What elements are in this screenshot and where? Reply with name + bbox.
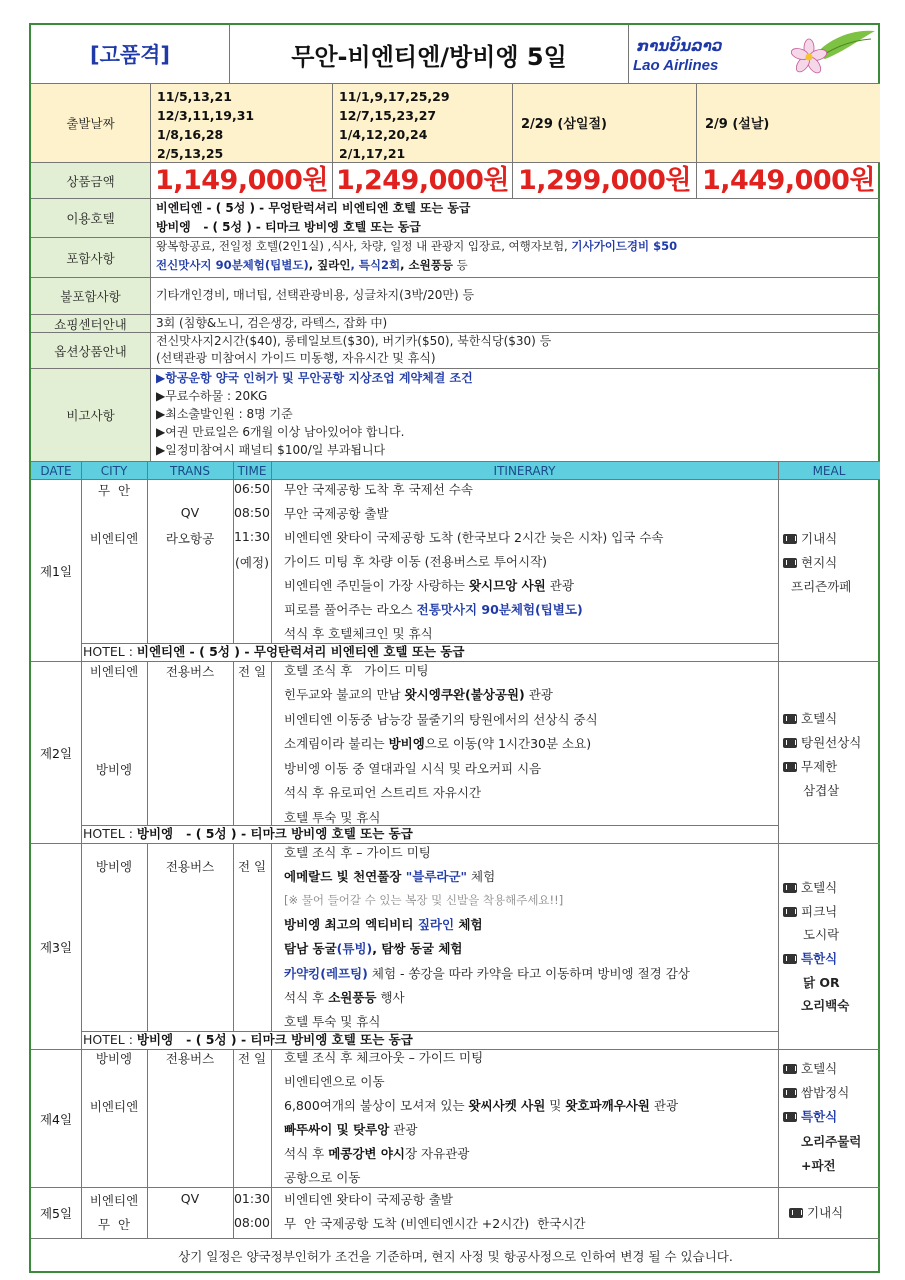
hotel-text: 방비엥 - ( 5성 ) - 티마크 방비엥 호텔 또는 동급 [136,1032,413,1047]
day2-trans: 전용버스 [165,664,215,679]
meal-text: 현지식 [801,555,838,570]
included-line1: 왕복항공료, 전일정 호텔(2인1실) ,식사, 차량, 일정 내 관광지 입장료, 여행자보험, [156,239,572,253]
hotel-text: 방비엥 - ( 5성 ) - 티마크 방비엥 호텔 또는 동급 [136,826,413,841]
day3-meal-1 [783,878,837,896]
text: 석식 후 [284,1146,329,1161]
included-label [31,238,150,277]
footer-notice [31,1239,880,1273]
hotel-prefix: HOTEL : [83,644,137,659]
shopping-text: 3회 (침향&노니, 검은생강, 라텍스, 잡화 中) [156,316,388,330]
day3-item-5 [284,940,463,957]
meal-icon [783,1112,797,1122]
hotel-grade: - ( 5성 ) - [202,201,269,215]
departure-dates-col1 [157,87,254,163]
price-label-text: 상품금액 [66,173,115,189]
hotel-line-vientiane [156,200,471,217]
highlight: 짚라인 [417,917,455,932]
included-massage-detail: 90분체험(팁별도) [215,258,309,272]
included-etc: 등 [452,258,468,272]
meal-icon [783,1064,797,1074]
highlight: 빠뚜싸이 및 탓루앙 [284,1122,390,1137]
hotel-info-lines [156,200,471,236]
hotel-grade: - ( 5성 ) - [190,220,266,234]
day1-city-vientiane: 비엔티엔 [89,531,139,546]
day4-meal-2 [783,1083,849,1101]
day4-item-6: 공항으로 이동 [284,1170,361,1185]
excluded-text: 기타개인경비, 매너팁, 선택관광비용, 싱글차지(3박/20만) 등 [156,288,475,302]
day1-item-3: 비엔티엔 왓타이 국제공항 도착 (한국보다 2시간 늦은 시차) 입국 수속 [284,530,664,545]
day5-item-2: 무 안 국제공항 도착 (비엔티엔시간 +2시간) 한국시간 [284,1216,586,1231]
highlight: 카약킹(레프팅) [284,966,368,981]
day3-meal-2 [783,902,837,920]
day2-item-3: 비엔티엔 이동중 남능강 물줄기의 탕원에서의 선상식 중식 [284,712,598,727]
text: 체험 [467,869,496,884]
text: , 탐쌍 동굴 체험 [372,941,463,956]
text: 소계림이라 불리는 [284,736,389,751]
airline-thai-name: ການບິນລາວ [637,37,723,55]
meal-icon [783,883,797,893]
day1-item-2: 무안 국제공항 출발 [284,506,389,521]
meal-text: 특한식 [801,1109,838,1124]
day3-item-7 [284,989,405,1006]
col-header-trans: TRANS [170,464,210,478]
text: 관광 [649,1098,679,1113]
day2-item-1: 호텔 조식 후 가이드 미팅 [284,663,429,678]
day1-trans-qv: QV [180,505,200,520]
hotel-prefix: HOTEL : [83,1032,137,1047]
remarks-label [31,369,150,461]
day4-item-3 [284,1097,678,1114]
col-header-city: CITY [100,464,128,478]
day4-meal-4: 오리주물럭 [801,1134,862,1149]
day5-meal [789,1203,843,1221]
highlight: 방비엥 [388,736,425,751]
day3-item-3: [※ 물어 들어갈 수 있는 복장 및 신발을 착용해주세요!!] [284,893,564,907]
text: 관광 [389,1122,418,1137]
price-label [31,163,150,198]
day1-time-1: 06:50 [233,481,271,496]
text: 비엔티엔 주민들이 가장 사랑하는 [284,578,469,593]
day2-city-vientiane: 비엔티엔 [89,664,139,679]
day2-item-7: 호텔 투숙 및 휴식 [284,810,381,825]
meal-text: 무제한 [801,759,838,774]
day3-city: 방비엥 [95,859,133,874]
col-header-date: DATE [40,464,72,478]
frangipani-flower-icon [785,27,877,81]
meal-icon [789,1208,803,1218]
col-header-itinerary: ITINERARY [493,464,556,478]
footer-text: 상기 일정은 양국정부인허가 조건을 기준하며, 현지 사정 및 항공사정으로 인하여 변경 될 수 있습니다. [178,1249,733,1264]
text: 방비엥 최고의 엑티비티 [284,917,418,932]
meal-text: 호텔식 [801,1061,838,1076]
options-label [31,333,150,368]
day1-trans-lao: 라오항공 [165,531,215,546]
meal-icon [783,1088,797,1098]
day2-hotel [83,826,413,842]
hotel-desc: 무엉탄럭셔리 비엔티엔 호텔 또는 동급 [268,201,471,215]
day4-meal-1 [783,1059,837,1077]
text: 탐남 동굴 [284,941,337,956]
shopping-label-text: 쇼핑센터안내 [54,316,127,332]
day5-trans: QV [180,1191,200,1206]
day1-item-4: 가이드 미팅 후 차량 이동 (전용버스로 투어시작) [284,554,548,569]
day1-time-3: 11:30 [233,529,271,544]
highlight: 왓호파깨우사원 [565,1098,650,1113]
hotel-info-label [31,199,150,237]
day3-item-2 [284,868,495,885]
options-label-text: 옵션상품안내 [54,343,127,359]
itinerary-document [29,23,880,1273]
day2-meal-1 [783,709,837,727]
page-title-text: 무안-비엔티엔/방비엥 5일 [291,42,567,71]
day2-meal-3 [783,757,837,775]
col-header-time: TIME [237,464,267,478]
text: 관광 [524,687,553,702]
hotel-city: 비엔티엔 [156,201,203,215]
departure-label [31,84,150,162]
highlight: 왓시엥쿠완(불상공원) [404,687,525,702]
meal-text: 피크닉 [801,904,838,919]
day2-item-5: 방비엥 이동 중 열대과일 시식 및 라오커피 시음 [284,761,542,776]
remarks-text [156,369,473,459]
day4-item-2: 비엔티엔으로 이동 [284,1074,385,1089]
day1-time-4: (예정) [235,555,269,570]
meal-text: 호텔식 [801,880,838,895]
day1-item-5 [284,577,574,594]
date-line: 11/5,13,21 [157,89,232,104]
meal-icon [783,954,797,964]
included-massage: 전신맛사지 [156,258,216,272]
meal-icon [783,534,797,544]
day5-city-vientiane: 비엔티엔 [89,1193,139,1208]
day5-item-1: 비엔티엔 왓타이 국제공항 출발 [284,1192,453,1207]
options-line1: 전신맛사지2시간($40), 롱테일보트($30), 버기카($50), 북한식당($30) 등 [156,334,552,348]
included-special-meal: , 특식2회 [350,258,401,272]
hotel-city: 방비엥 [156,220,191,234]
text: 및 [545,1098,566,1113]
highlight: 왓씨사켓 사원 [468,1098,546,1113]
included-lantern: , 소원풍등 [400,258,453,272]
day4-city-vangvieng: 방비엥 [95,1051,133,1066]
included-guide-fee: 기사가이드경비 $50 [571,239,678,253]
text: 피로를 풀어주는 라오스 [284,602,417,617]
col-header-meal: MEAL [812,464,846,478]
highlight: "블루라군" [405,869,468,884]
day3-item-8: 호텔 투숙 및 휴식 [284,1014,381,1029]
day1-city-muan: 무 안 [97,483,131,498]
date-line: 12/7,15,23,27 [339,108,437,123]
departure-date-col3: 2/29 (삼일절) [521,117,607,132]
day1-time-2: 08:50 [233,505,271,520]
hotel-text: 비엔티엔 - ( 5성 ) - 무엉탄럭셔리 비엔티엔 호텔 또는 동급 [136,644,465,659]
date-line: 1/4,12,20,24 [339,127,428,142]
day4-meal-5: +파전 [801,1158,836,1173]
day1-item-1: 무안 국제공항 도착 후 국제선 수속 [284,482,473,497]
meal-icon [783,738,797,748]
day3-meal-3: 도시락 [803,927,840,942]
hotel-desc: 티마크 방비엥 호텔 또는 동급 [265,220,421,234]
day3-item-6 [284,965,690,982]
day1-meal-2 [783,553,837,571]
remarks-line1: ▶항공운항 양국 인허가 및 무안공항 지상조업 계약체결 조건 [156,371,473,385]
meal-text: 기내식 [801,531,838,546]
day4-trans: 전용버스 [165,1051,215,1066]
day4-item-1: 호텔 조식 후 체크아웃 – 가이드 미팅 [284,1050,484,1065]
text: 석식 후 [284,990,329,1005]
date-line: 1/8,16,28 [157,127,224,142]
highlight: 전통맛사지 90분체험(팁별도) [416,602,583,617]
day2-city-vangvieng: 방비엥 [95,762,133,777]
day3-trans: 전용버스 [165,859,215,874]
included-label-text: 포함사항 [66,250,115,266]
meal-icon [783,714,797,724]
price-value-4: 1,449,000원 [701,165,876,196]
day1-item-7: 석식 후 호텔체크인 및 휴식 [284,626,433,641]
departure-label-text: 출발날짜 [66,116,115,131]
meal-text: 호텔식 [801,711,838,726]
day-4-label: 제4일 [39,1111,73,1127]
text: 6,800여개의 불상이 모셔져 있는 [284,1098,469,1113]
day3-time: 전 일 [237,859,267,874]
day-1-label: 제1일 [39,563,73,579]
options-text [156,333,551,367]
price-value-3: 1,299,000원 [517,165,692,196]
day4-meal-3 [783,1107,837,1125]
hotel-line-vangvieng [156,219,471,236]
text: 에메랄드 빛 천연풀장 [284,869,406,884]
date-line: 2/5,13,25 [157,146,224,161]
included-zipline: , 짚라인 [308,258,351,272]
day3-meal-5: 닭 OR [803,975,840,990]
excluded-label-text: 불포함사항 [60,289,121,304]
date-line: 2/1,17,21 [339,146,406,161]
day3-item-4 [284,916,483,933]
day5-city-muan: 무 안 [97,1217,131,1232]
day5-time-2: 08:00 [233,1215,271,1230]
remarks-label-text: 비고사항 [66,408,115,423]
day3-hotel [83,1032,413,1048]
day1-item-6 [284,601,583,618]
text: 행사 [376,990,405,1005]
day-5-label: 제5일 [39,1206,73,1221]
day2-item-6: 석식 후 유로피언 스트리트 자유시간 [284,785,482,800]
text: 장 자유관광 [405,1146,470,1161]
shopping-label [31,315,150,332]
text: 으로 이동(약 1시간30분 소요) [424,736,592,751]
day2-item-4 [284,735,591,752]
meal-text: 기내식 [807,1205,844,1220]
text: 체험 - 쏭강을 따라 카약을 타고 이동하며 방비엥 절경 감상 [367,966,690,981]
day2-time: 전 일 [237,664,267,679]
header-tag-text: [고품격] [89,43,171,67]
day4-item-4 [284,1121,417,1138]
text: 힌두교와 불교의 만남 [284,687,405,702]
day-2-label: 제2일 [39,746,73,761]
meal-icon [783,558,797,568]
price-value-1: 1,149,000원 [154,165,329,196]
highlight: 소원풍등 [328,990,377,1005]
highlight: (튜빙) [336,941,373,956]
highlight: 메콩강변 야시 [328,1146,405,1161]
day3-meal-6: 오리백숙 [801,998,850,1013]
departure-date-col4: 2/9 (설날) [705,117,770,132]
remarks-line3: ▶최소출발인원 : 8명 기준 [156,407,293,421]
day3-item-1: 호텔 조식 후 – 가이드 미팅 [284,845,431,860]
text: 관광 [545,578,574,593]
meal-text: 탕원선상식 [801,735,862,750]
text: 체험 [454,917,483,932]
day4-city-vientiane: 비엔티엔 [89,1099,139,1114]
day1-meal-1 [783,529,837,547]
day2-meal-4: 삼겹살 [803,783,840,798]
hotel-prefix: HOTEL : [83,826,137,841]
day5-time-1: 01:30 [233,1191,271,1206]
excluded-label [31,278,150,314]
date-line: 12/3,11,19,31 [157,108,255,123]
day4-time: 전 일 [237,1051,267,1066]
day1-meal-3: 프리즌까페 [791,579,852,594]
airline-name: Lao Airlines [633,57,719,74]
remarks-line2: ▶무료수하물 : 20KG [156,389,268,403]
date-line: 11/1,9,17,25,29 [339,89,450,104]
header-tag [31,25,229,83]
options-line2: (선택관광 미참여시 가이드 미동행, 자유시간 및 휴식) [156,351,436,365]
remarks-line5: ▶일정미참여시 패널티 $100/일 부과됩니다 [156,443,386,457]
highlight: 왓시므앙 사원 [468,578,546,593]
hotel-info-label-text: 이용호텔 [66,211,115,226]
meal-text: 쌈밥정식 [801,1085,850,1100]
departure-dates-col2 [339,87,450,163]
day2-item-2 [284,686,553,703]
page-title [230,25,628,83]
day3-meal-4 [783,949,837,967]
meal-text: 특한식 [801,951,838,966]
meal-icon [783,762,797,772]
day-3-label: 제3일 [39,939,73,955]
airline-logo [629,25,880,83]
price-value-2: 1,249,000원 [335,165,510,196]
day1-hotel [83,644,465,660]
day2-meal-2 [783,733,861,751]
day4-item-5 [284,1145,469,1162]
meal-icon [783,907,797,917]
included-text [156,238,677,274]
remarks-line4: ▶여권 만료일은 6개월 이상 남아있어야 합니다. [156,425,405,439]
